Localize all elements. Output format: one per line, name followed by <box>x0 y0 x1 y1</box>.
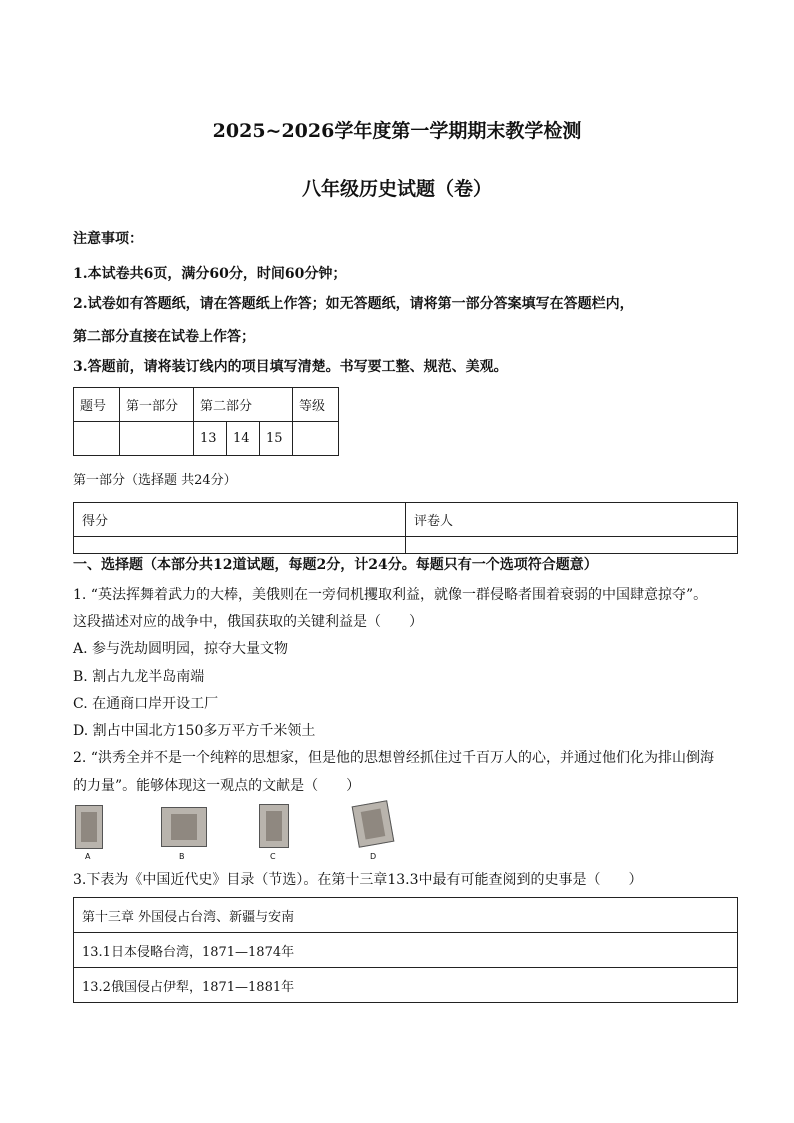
caption-d: D <box>370 852 377 861</box>
grader-table <box>73 502 738 554</box>
grader-label: 评卷人 <box>406 503 738 537</box>
sub-col-14: 14 <box>227 422 260 456</box>
header-part1: 第一部分 <box>120 388 194 422</box>
question-1-stem: 这段描述对应的战争中，俄国获取的关键利益是（ ） <box>73 614 423 630</box>
toc-row: 第十三章 外国侵占台湾、新疆与安南 <box>74 898 738 933</box>
score-cell[interactable] <box>120 422 194 456</box>
option-b: B. 割占九龙半岛南端 <box>73 669 205 685</box>
note-item: 第二部分直接在试卷上作答； <box>73 329 255 345</box>
score-table <box>73 387 339 456</box>
grader-field[interactable] <box>406 537 738 554</box>
document-image-b <box>161 807 207 847</box>
exam-subtitle: 八年级历史试题（卷） <box>301 178 492 200</box>
caption-b: B <box>179 852 185 861</box>
note-item: 1.本试卷共6页，满分60分，时间60分钟； <box>73 266 347 282</box>
question-2-stem: 的力量”。能够体现这一观点的文献是（ ） <box>73 778 361 794</box>
toc-table <box>73 897 738 1003</box>
question-1-stem: 1. “英法挥舞着武力的大棒，美俄则在一旁伺机攫取利益，就像一群侵略者围着衰弱的中国肆意掠夺”。 <box>73 587 708 603</box>
header-num: 题号 <box>74 388 120 422</box>
caption-c: C <box>270 852 276 861</box>
section-heading: 一、选择题（本部分共12道试题，每题2分，计24分。每题只有一个选项符合题意） <box>73 557 598 573</box>
score-field[interactable] <box>74 537 406 554</box>
note-item: 2.试卷如有答题纸，请在答题纸上作答；如无答题纸，请将第一部分答案填写在答题栏内， <box>73 296 634 312</box>
toc-row: 13.2俄国侵占伊犁，1871—1881年 <box>74 968 738 1003</box>
question-2-stem: 2. “洪秀全并不是一个纯粹的思想家，但是他的思想曾经抓住过千百万人的心，并通过他们化为排山倒海 <box>73 750 714 766</box>
option-d: D. 割占中国北方150多万平方千米领土 <box>73 723 316 739</box>
document-images <box>73 800 403 865</box>
notes-heading: 注意事项： <box>73 231 143 247</box>
option-a: A. 参与洗劫圆明园，掠夺大量文物 <box>73 641 289 657</box>
option-c: C. 在通商口岸开设工厂 <box>73 696 219 712</box>
question-3-stem: 3.下表为《中国近代史》目录（节选）。在第十三章13.3中最有可能查阅到的史事是（ ） <box>73 872 643 888</box>
sub-col-15: 15 <box>260 422 293 456</box>
sub-col-13: 13 <box>194 422 227 456</box>
caption-a: A <box>85 852 91 861</box>
document-image-a <box>75 805 103 849</box>
header-grade: 等级 <box>293 388 339 422</box>
exam-title: 2025~2026学年度第一学期期末教学检测 <box>212 120 582 142</box>
toc-row: 13.1日本侵略台湾，1871—1874年 <box>74 933 738 968</box>
header-part2: 第二部分 <box>194 388 293 422</box>
note-item: 3.答题前，请将装订线内的项目填写清楚。书写要工整、规范、美观。 <box>73 359 508 375</box>
score-label: 得分 <box>74 503 406 537</box>
document-image-d <box>352 800 395 848</box>
part1-label: 第一部分（选择题 共24分） <box>73 473 237 488</box>
document-image-c <box>259 804 289 848</box>
score-cell[interactable] <box>293 422 339 456</box>
score-cell[interactable] <box>74 422 120 456</box>
